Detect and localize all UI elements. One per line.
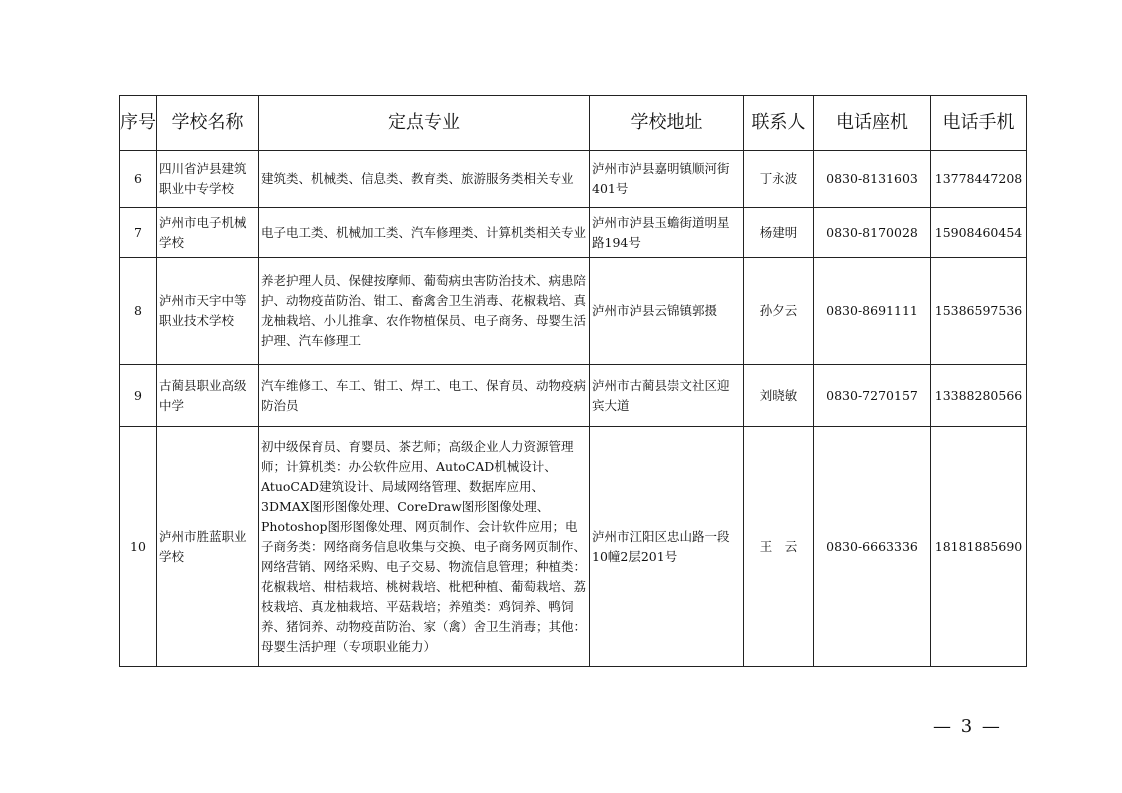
row-address: 泸州市泸县玉蟾街道明星路194号: [590, 208, 744, 258]
row-address: 泸州市泸县嘉明镇顺河街401号: [590, 151, 744, 208]
header-major: 定点专业: [259, 96, 590, 151]
row-major: 养老护理人员、保健按摩师、葡萄病虫害防治技术、病患陪护、动物疫苗防治、钳工、畜禽舍卫生消毒、花椒栽培、真龙柚栽培、小儿推拿、农作物植保员、电子商务、母婴生活护理、汽车修理工: [259, 258, 590, 365]
row-mobile: 13388280566: [931, 365, 1027, 427]
header-mobile: 电话手机: [931, 96, 1027, 151]
row-phone: 0830-8131603: [814, 151, 931, 208]
row-school-name: 泸州市胜蓝职业学校: [157, 427, 259, 667]
header-seq: 序号: [120, 96, 157, 151]
row-address: 泸州市江阳区忠山路一段10幢2层201号: [590, 427, 744, 667]
row-major: 初中级保育员、育婴员、茶艺师；高级企业人力资源管理师；计算机类：办公软件应用、AutoCAD机械设计、AtuoCAD建筑设计、局域网络管理、数据库应用、3DMAX图形图像处理、CoreDraw图形图像处理、Photoshop图形图像处理、网页制作、会计软件应用；电子商务类：网络商务信息收集与交换、电子商务网页制作、网络营销、网络采购、电子交易、物流信息管理；种植类：花椒栽培、柑桔栽培、桃树栽培、枇杷种植、葡萄栽培、荔枝栽培、真龙柚栽培、平菇栽培；养殖类：鸡饲养、鸭饲养、猪饲养、动物疫苗防治、家（禽）舍卫生消毒；其他：母婴生活护理（专项职业能力）: [259, 427, 590, 667]
table-row: [120, 365, 1027, 427]
row-phone: 0830-6663336: [814, 427, 931, 667]
row-seq: 6: [120, 151, 157, 208]
row-major: 电子电工类、机械加工类、汽车修理类、计算机类相关专业: [259, 208, 590, 258]
table-header-row: [120, 96, 1027, 151]
row-contact: 丁永波: [744, 151, 814, 208]
header-contact: 联系人: [744, 96, 814, 151]
row-seq: 7: [120, 208, 157, 258]
row-major: 汽车维修工、车工、钳工、焊工、电工、保育员、动物疫病防治员: [259, 365, 590, 427]
table-row: [120, 208, 1027, 258]
row-school-name: 古蔺县职业高级中学: [157, 365, 259, 427]
row-seq: 8: [120, 258, 157, 365]
row-school-name: 四川省泸县建筑职业中专学校: [157, 151, 259, 208]
table-row: [120, 258, 1027, 365]
row-phone: 0830-8170028: [814, 208, 931, 258]
row-contact: 刘晓敏: [744, 365, 814, 427]
table-row: [120, 151, 1027, 208]
row-major: 建筑类、机械类、信息类、教育类、旅游服务类相关专业: [259, 151, 590, 208]
row-mobile: 13778447208: [931, 151, 1027, 208]
row-mobile: 15386597536: [931, 258, 1027, 365]
table-row: [120, 427, 1027, 667]
row-mobile: 18181885690: [931, 427, 1027, 667]
school-roster-table: [119, 95, 1027, 667]
row-mobile: 15908460454: [931, 208, 1027, 258]
row-contact: 王 云: [744, 427, 814, 667]
row-phone: 0830-8691111: [814, 258, 931, 365]
page-number: — 3 —: [933, 716, 1002, 737]
row-address: 泸州市古蔺县崇文社区迎宾大道: [590, 365, 744, 427]
row-phone: 0830-7270157: [814, 365, 931, 427]
row-school-name: 泸州市电子机械学校: [157, 208, 259, 258]
header-school-name: 学校名称: [157, 96, 259, 151]
header-phone: 电话座机: [814, 96, 931, 151]
row-seq: 9: [120, 365, 157, 427]
row-school-name: 泸州市天宇中等职业技术学校: [157, 258, 259, 365]
row-address: 泸州市泸县云锦镇郭摄: [590, 258, 744, 365]
row-contact: 杨建明: [744, 208, 814, 258]
header-address: 学校地址: [590, 96, 744, 151]
row-contact: 孙夕云: [744, 258, 814, 365]
row-seq: 10: [120, 427, 157, 667]
